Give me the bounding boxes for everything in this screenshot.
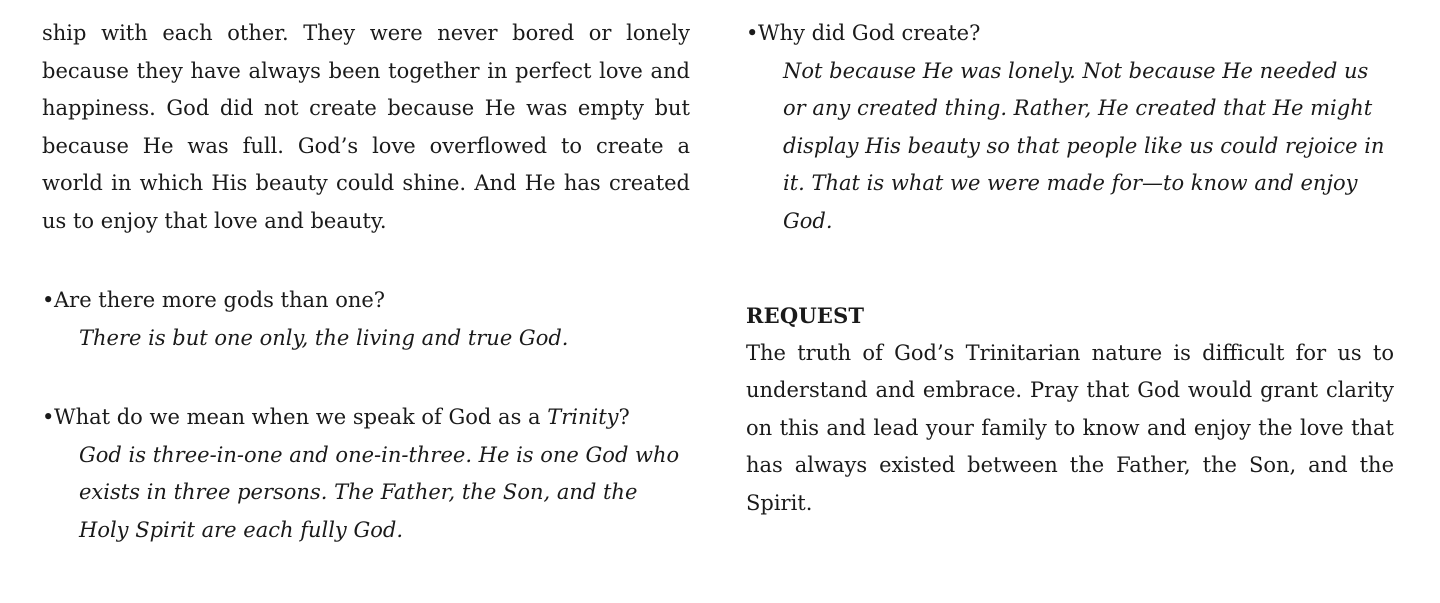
question-more-gods <box>42 282 690 320</box>
bullet-icon: • <box>42 405 55 429</box>
request-heading: REQUEST <box>746 303 865 328</box>
bullet-icon: • <box>746 21 759 45</box>
request-text: The truth of God’s Trinitarian nature is difficult for us to understand and embrace. Pray that God would grant clarity on this and lead your family to know and enjoy the love that has always existed between the Father, the Son, and the Spirit. <box>746 340 1394 515</box>
question-emphasis: Trinity <box>547 405 619 429</box>
left-column <box>42 15 690 549</box>
answer-trinity: God is three-in-one and one-in-three. He is one God who exists in three persons. The Father, the Son, and the Holy Spirit are each fully God. <box>79 442 680 542</box>
qa-item-why-create <box>746 15 1394 240</box>
bullet-icon: • <box>42 288 55 312</box>
request-section <box>746 297 1394 522</box>
question-trinity <box>42 399 690 437</box>
qa-item-trinity <box>42 399 690 549</box>
right-column <box>746 15 1394 522</box>
question-text: Are there more gods than one? <box>54 288 386 312</box>
qa-item-one-god <box>42 282 690 357</box>
answer-one-god: There is but one only, the living and true God. <box>79 325 569 350</box>
question-why-create <box>746 15 1394 53</box>
answer-why-create: Not because He was lonely. Not because He needed us or any created thing. Rather, He created that He might display His beauty so that people like us could rejoice in it. That is what we were made for—to know and enjoy God. <box>783 58 1385 233</box>
intro-paragraph: ship with each other. They were never bored or lonely because they have always been together in perfect love and happiness. God did not create because He was empty but because He was full. God’s love overflowed to create a world in which His beauty could shine. And He has created us to enjoy that love and beauty. <box>42 21 690 233</box>
question-text-before: What do we mean when we speak of God as a <box>54 405 548 429</box>
question-text-after: ? <box>618 405 630 429</box>
question-text: Why did God create? <box>758 21 981 45</box>
